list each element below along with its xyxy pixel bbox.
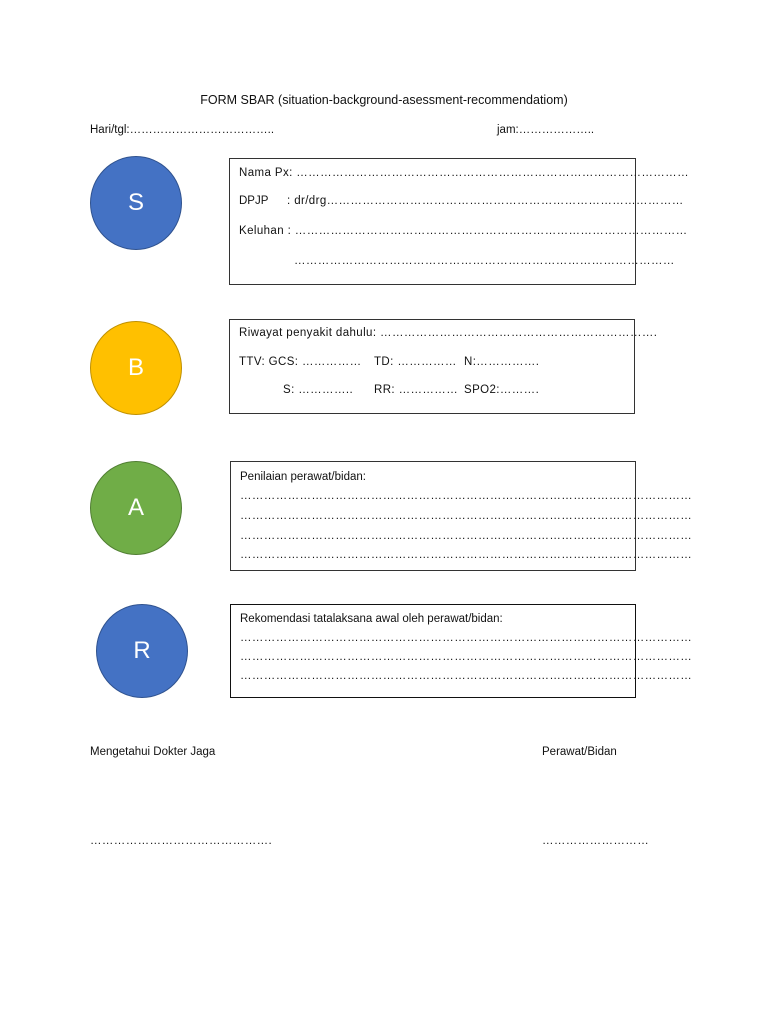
medical-history-field: Riwayat penyakit dahulu: ……………………………………………………………. bbox=[239, 327, 658, 339]
dpjp-field: : dr/drg……………………………………………………………………………… bbox=[287, 195, 684, 207]
doctor-signature-line: ………………………………………. bbox=[90, 835, 273, 847]
nurse-signature-line: ……………………… bbox=[542, 835, 650, 847]
doctor-on-duty-label: Mengetahui Dokter Jaga bbox=[90, 746, 216, 758]
complaint-field: Keluhan : ……………………………………………………………………………………… bbox=[239, 225, 688, 237]
form-title: FORM SBAR (situation-background-asessment-recommendatiom) bbox=[200, 93, 568, 107]
recommendation-line: …………………………………………………………………………………………………… bbox=[240, 670, 693, 682]
gcs-field: TTV: GCS: …………… bbox=[239, 356, 362, 368]
background-box bbox=[229, 319, 658, 414]
recommendation-line: …………………………………………………………………………………………………… bbox=[240, 651, 693, 663]
complaint-field-continued: …………………………………………………………………………………… bbox=[294, 255, 675, 267]
background-letter: B bbox=[127, 354, 144, 381]
rr-field: RR: …………… bbox=[374, 384, 459, 396]
date-field: Hari/tgl:……………………………….. bbox=[90, 124, 275, 136]
recommendation-circle bbox=[96, 604, 188, 698]
assessment-box bbox=[230, 461, 693, 571]
recommendation-box bbox=[230, 604, 693, 698]
patient-name-field: Nama Px: ……………………………………………………………………………………… bbox=[239, 167, 689, 179]
assessment-letter: A bbox=[127, 494, 144, 521]
assessment-line: …………………………………………………………………………………………………… bbox=[240, 549, 693, 561]
situation-letter: S bbox=[127, 189, 144, 216]
spo2-field: SPO2:………. bbox=[464, 384, 540, 396]
dpjp-label: DPJP bbox=[239, 195, 269, 207]
n-field: N:……………. bbox=[464, 356, 540, 368]
assessment-line: …………………………………………………………………………………………………… bbox=[240, 490, 693, 502]
assessment-heading: Penilaian perawat/bidan: bbox=[240, 471, 366, 483]
situation-box bbox=[229, 158, 689, 285]
time-field: jam:……………….. bbox=[497, 124, 595, 136]
situation-circle bbox=[90, 156, 182, 250]
assessment-circle bbox=[90, 461, 182, 555]
recommendation-line: …………………………………………………………………………………………………… bbox=[240, 632, 693, 644]
nurse-midwife-label: Perawat/Bidan bbox=[542, 746, 617, 758]
recommendation-heading: Rekomendasi tatalaksana awal oleh perawat/bidan: bbox=[240, 613, 503, 625]
background-circle bbox=[90, 321, 182, 415]
recommendation-letter: R bbox=[133, 637, 151, 664]
assessment-line: …………………………………………………………………………………………………… bbox=[240, 530, 693, 542]
td-field: TD: …………… bbox=[374, 356, 457, 368]
assessment-line: …………………………………………………………………………………………………… bbox=[240, 510, 693, 522]
s-field: S: ………….. bbox=[283, 384, 354, 396]
